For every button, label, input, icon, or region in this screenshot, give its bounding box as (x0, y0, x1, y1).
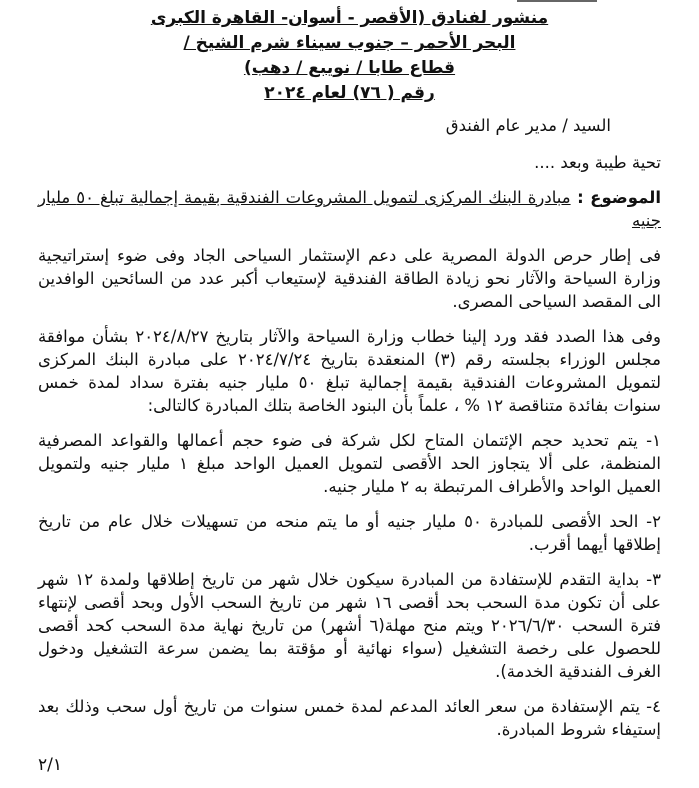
header-line-4: رقم ( ٧٦) لعام ٢٠٢٤ (264, 83, 435, 103)
list-item-4: ٤- يتم الإستفادة من سعر العائد المدعم لمدة خمس سنوات من تاريخ أول سحب وذلك بعد إستيفاء شروط المبادرة. (38, 697, 661, 739)
greeting: تحية طيبة وبعد .... (534, 153, 661, 172)
header-line-2: البحر الأحمر – جنوب سيناء شرم الشيخ / (183, 33, 516, 53)
paragraph-intro: فى إطار حرص الدولة المصرية على دعم الإستثمار السياحى الجاد وفى ضوء إستراتيجية وزارة السياحة والآثار نحو زيادة الطاقة الفندقية لإستيعاب أكبر عدد من السائحين الوافدين الى المقصد السياحى المصرى. (38, 246, 661, 311)
header-line-3: قطاع طابا / نويبع / دهب) (243, 58, 456, 78)
salutation: السيد / مدير عام الفندق (445, 116, 611, 135)
subject-label: الموضوع : (570, 188, 661, 207)
page-number: ٢/١ (38, 755, 62, 775)
list-item-3: ٣- بداية التقدم للإستفادة من المبادرة سيكون خلال شهر من تاريخ إطلاقها ولمدة ١٢ شهر على أن تكون مدة السحب بحد أقصى ١٦ شهر من تاريخ السحب الأول وبحد أقصى لإنتهاء فترة السحب ٢٠٢٦/٦/٣٠ ويتم منح مهلة(٦ أشهر) من تاريخ نهاية مدة السحب كحد أقصى للحصول على رخصة التشغيل (سواء نهائية أو مؤقتة بما يضمن سرعة التشغيل ودخول الغرف الفندقية الخدمة). (38, 570, 662, 681)
scan-edge (517, 0, 597, 2)
header-line-1: منشور لفنادق (الأقصر - أسوان- القاهرة الكبرى (150, 8, 549, 28)
paragraph-decision: وفى هذا الصدد فقد ورد إلينا خطاب وزارة السياحة والآثار بتاريخ ٢٠٢٤/٨/٢٧ بشأن موافقة مجلس الوزراء بجلسته رقم (٣) المنعقدة بتاريخ ٢٠٢٤/٧/٢٤ على مبادرة البنك المركزى لتمويل المشروعات الفندقية بقيمة إجمالية تبلغ ٥٠ مليار جنيه بفترة سداد لمدة خمس سنوات بفائدة متناقصة ١٢ % ، علماً بأن البنود الخاصة بتلك المبادرة كالتالى: (38, 327, 662, 415)
subject-line (38, 186, 661, 232)
list-item-2: ٢- الحد الأقصى للمبادرة ٥٠ مليار جنيه أو ما يتم منحه من تسهيلات خلال عام من تاريخ إطلاقها أيهما أقرب. (38, 512, 661, 554)
list-item-1: ١- يتم تحديد حجم الإئتمان المتاح لكل شركة فى ضوء حجم أعمالها والقواعد المصرفية المنظمة، على ألا يتجاوز الحد الأقصى لتمويل العميل الواحد مبلغ ١ مليار جنيه ولتمويل العميل الواحد والأطراف المرتبطة به ٢ مليار جنيه. (38, 431, 661, 496)
subject-text: مبادرة البنك المركزى لتمويل المشروعات الفندقية بقيمة إجمالية تبلغ ٥٠ مليار جنيه (38, 188, 661, 230)
document-header (140, 6, 560, 106)
